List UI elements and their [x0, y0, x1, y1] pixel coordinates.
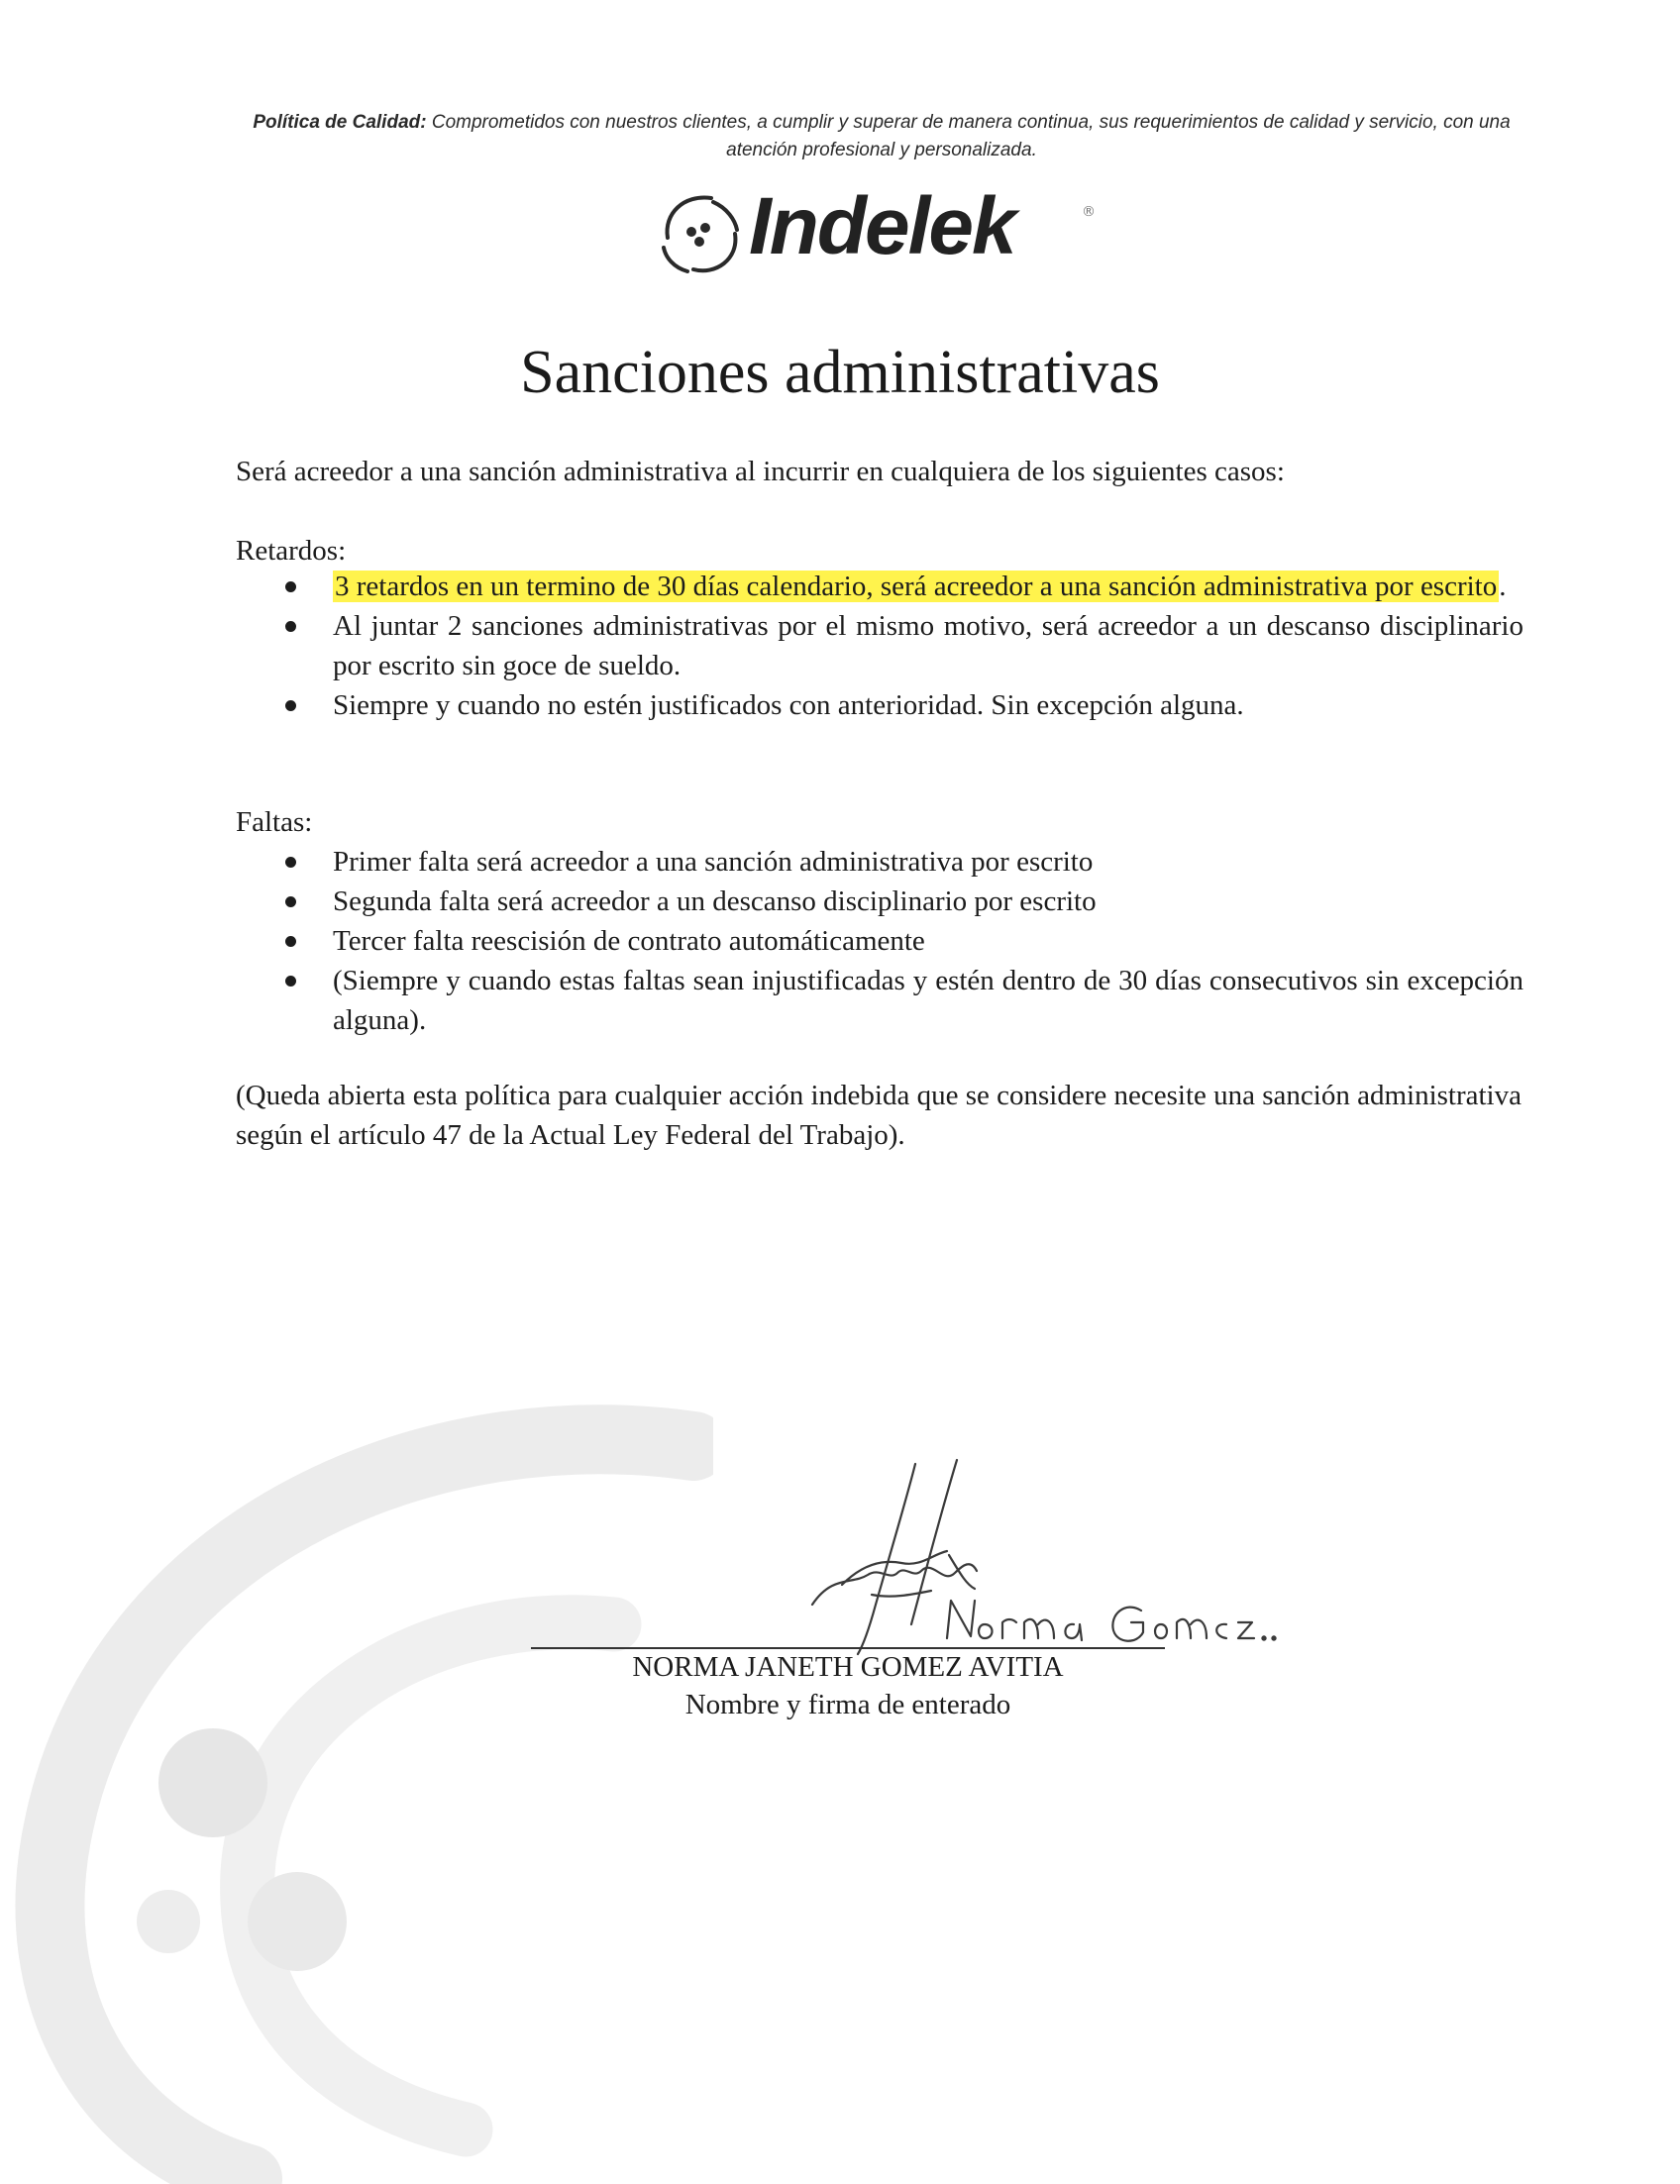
watermark-swirl-icon — [0, 1367, 713, 2184]
list-item-suffix: . — [1499, 571, 1507, 602]
page-title: Sanciones administrativas — [520, 339, 1160, 406]
list-item — [236, 567, 1523, 606]
signer-name: NORMA JANETH GOMEZ AVITIA — [632, 1651, 1064, 1683]
list-item: (Siempre y cuando estas faltas sean injustificadas y estén dentro de 30 días consecutivos sin excepción alguna). — [236, 961, 1523, 1040]
retardos-label: Retardos: — [236, 535, 347, 567]
faltas-label: Faltas: — [236, 806, 313, 838]
quality-policy — [238, 109, 1525, 164]
handwritten-signature — [773, 1456, 1288, 1664]
faltas-list — [236, 842, 1523, 1040]
signature-caption: Nombre y firma de enterado — [684, 1689, 1011, 1720]
swirl-logo-icon — [654, 188, 745, 279]
logo-text: Indelek — [749, 181, 1015, 271]
list-item: Segunda falta será acreedor a un descanso disciplinario por escrito — [236, 882, 1523, 921]
policy-label: Política de Calidad: — [253, 112, 427, 133]
closing-paragraph: (Queda abierta esta política para cualquier acción indebida que se considere necesite una sanción administrativa según el artículo 47 de la Actual Ley Federal del Trabajo). — [236, 1080, 1522, 1151]
highlighted-text: 3 retardos en un termino de 30 días calendario, será acreedor a una sanción administrativa por escrito — [335, 571, 1498, 602]
policy-text: Comprometidos con nuestros clientes, a cumplir y superar de manera continua, sus requerimientos de calidad y servicio, con una atención profesional y personalizada. — [431, 112, 1511, 160]
registered-mark: ® — [1082, 204, 1096, 220]
retardos-list — [236, 567, 1523, 725]
company-logo — [654, 181, 1109, 283]
list-item: Primer falta será acreedor a una sanción administrativa por escrito — [236, 842, 1523, 882]
list-item: Al juntar 2 sanciones administrativas por el mismo motivo, será acreedor a un descanso disciplinario por escrito sin goce de sueldo. — [236, 606, 1523, 685]
intro-paragraph: Será acreedor a una sanción administrativa al incurrir en cualquiera de los siguientes casos: — [236, 456, 1285, 487]
list-item: Tercer falta reescisión de contrato automáticamente — [236, 921, 1523, 961]
list-item: Siempre y cuando no estén justificados con anterioridad. Sin excepción alguna. — [236, 685, 1523, 725]
